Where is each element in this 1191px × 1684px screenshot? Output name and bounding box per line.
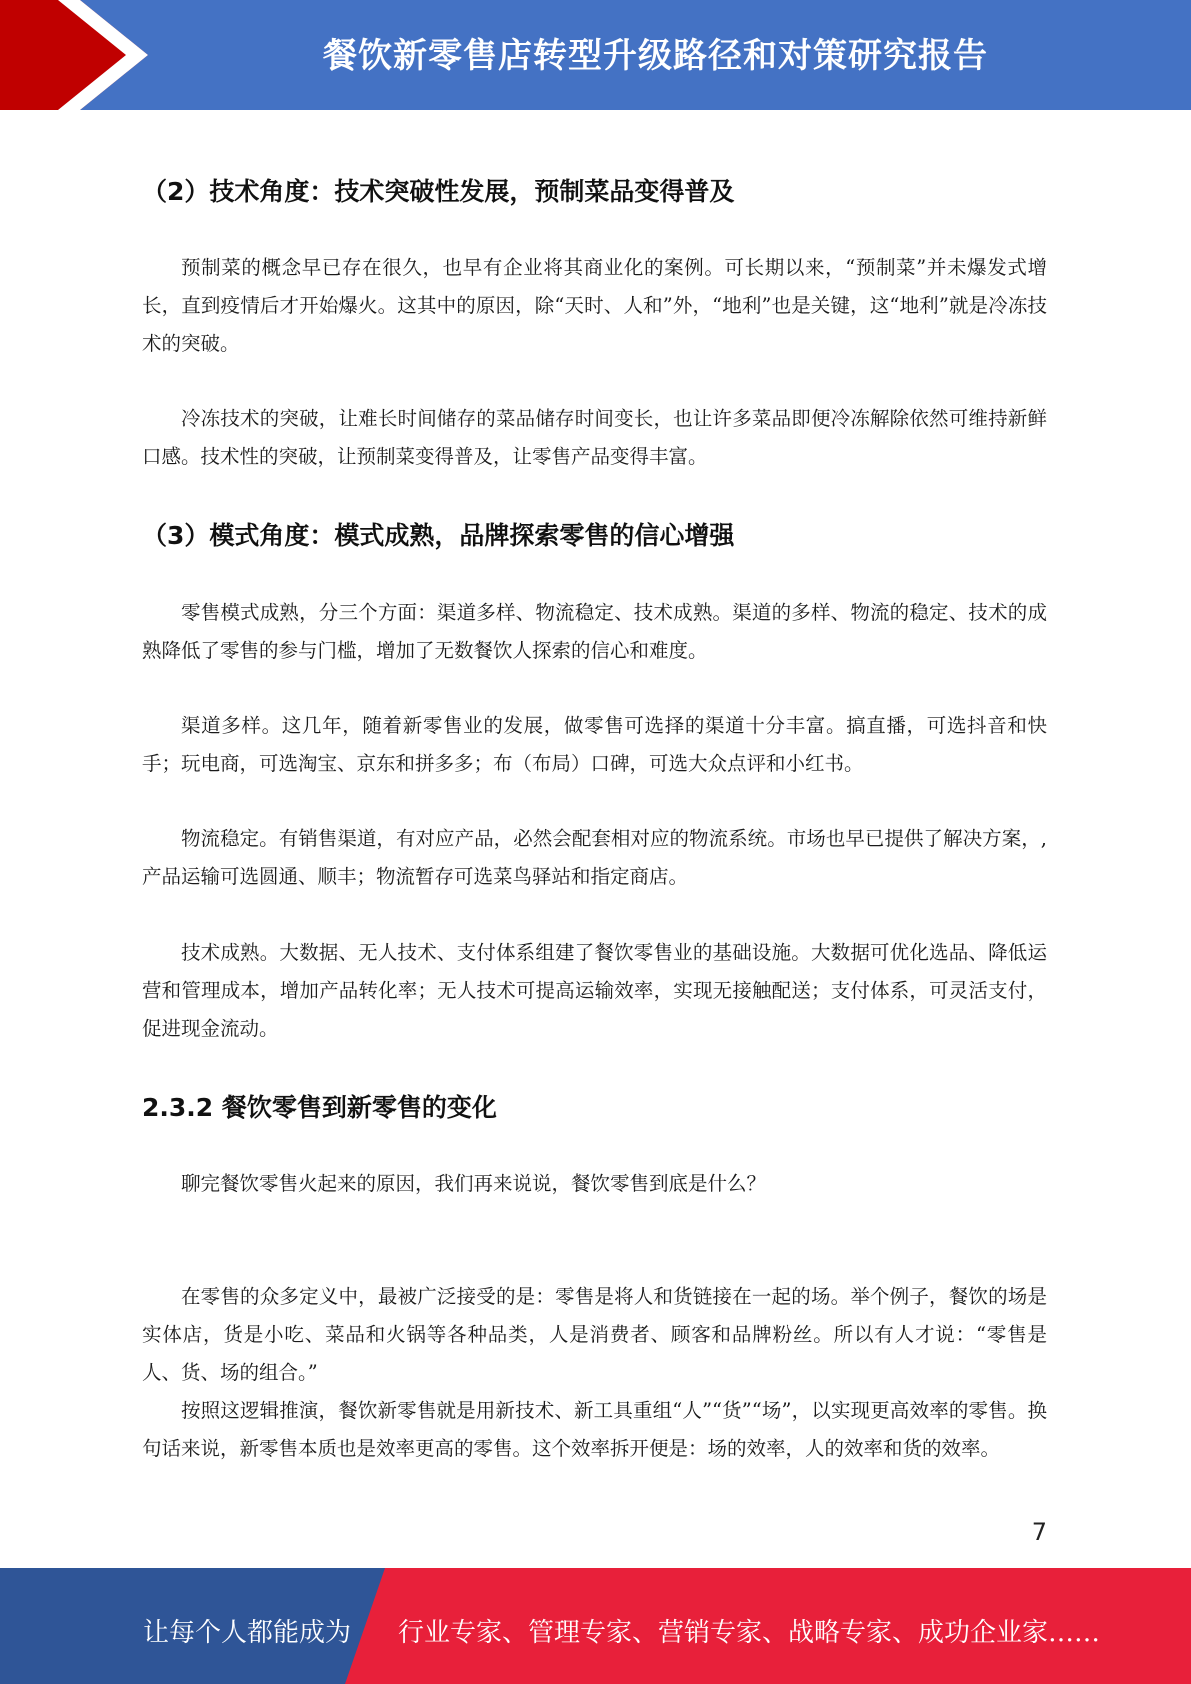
paragraph: 聊完餐饮零售火起来的原因，我们再来说说，餐饮零售到底是什么？ <box>181 1172 767 1195</box>
paragraph: 在零售的众多定义中，最被广泛接受的是：零售是将人和货链接在一起的场。举个例子，餐饮的场是实体店，货是小吃、菜品和火锅等各种品类，人是消费者、顾客和品牌粉丝。所以有人才说：“零售是人、货、场的组合。” <box>142 1285 1047 1384</box>
footer-slogan-right: 行业专家、管理专家、营销专家、战略专家、成功企业家…… <box>398 1618 1101 1648</box>
section-heading-model: （3）模式角度：模式成熟，品牌探索零售的信心增强 <box>142 521 735 550</box>
paragraph: 渠道多样。这几年，随着新零售业的发展，做零售可选择的渠道十分丰富。搞直播，可选抖音和快手；玩电商，可选淘宝、京东和拼多多；布（布局）口碑，可选大众点评和小红书。 <box>142 714 1047 775</box>
header-title: 餐饮新零售店转型升级路径和对策研究报告 <box>323 36 988 76</box>
paragraph: 技术成熟。大数据、无人技术、支付体系组建了餐饮零售业的基础设施。大数据可优化选品、降低运营和管理成本，增加产品转化率；无人技术可提高运输效率，实现无接触配送；支付体系，可灵活支付，促进现金流动。 <box>142 941 1047 1040</box>
paragraph: 物流稳定。有销售渠道，有对应产品，必然会配套相对应的物流系统。市场也早已提供了解决方案，,产品运输可选圆通、顺丰；物流暂存可选菜鸟驿站和指定商店。 <box>142 827 1047 888</box>
section-heading-tech: （2）技术角度：技术突破性发展，预制菜品变得普及 <box>142 177 735 206</box>
paragraph: 按照这逻辑推演，餐饮新零售就是用新技术、新工具重组“人”“货”“场”，以实现更高效率的零售。换句话来说，新零售本质也是效率更高的零售。这个效率拆开便是：场的效率，人的效率和货的效率。 <box>142 1399 1047 1460</box>
paragraph: 预制菜的概念早已存在很久，也早有企业将其商业化的案例。可长期以来，“预制菜”并未爆发式增长，直到疫情后才开始爆火。这其中的原因，除“天时、人和”外，“地利”也是关键，这“地利”就是冷冻技术的突破。 <box>142 256 1047 355</box>
page-number: 7 <box>1031 1518 1047 1546</box>
footer-slogan-left: 让每个人都能成为 <box>143 1618 352 1648</box>
paragraph: 零售模式成熟，分三个方面：渠道多样、物流稳定、技术成熟。渠道的多样、物流的稳定、技术的成熟降低了零售的参与门槛，增加了无数餐饮人探索的信心和难度。 <box>142 601 1047 662</box>
section-heading-232: 2.3.2 餐饮零售到新零售的变化 <box>142 1093 497 1122</box>
page-footer <box>0 1568 1191 1684</box>
page-header <box>0 0 1191 110</box>
paragraph: 冷冻技术的突破，让难长时间储存的菜品储存时间变长，也让许多菜品即便冷冻解除依然可维持新鲜口感。技术性的突破，让预制菜变得普及，让零售产品变得丰富。 <box>142 407 1047 468</box>
